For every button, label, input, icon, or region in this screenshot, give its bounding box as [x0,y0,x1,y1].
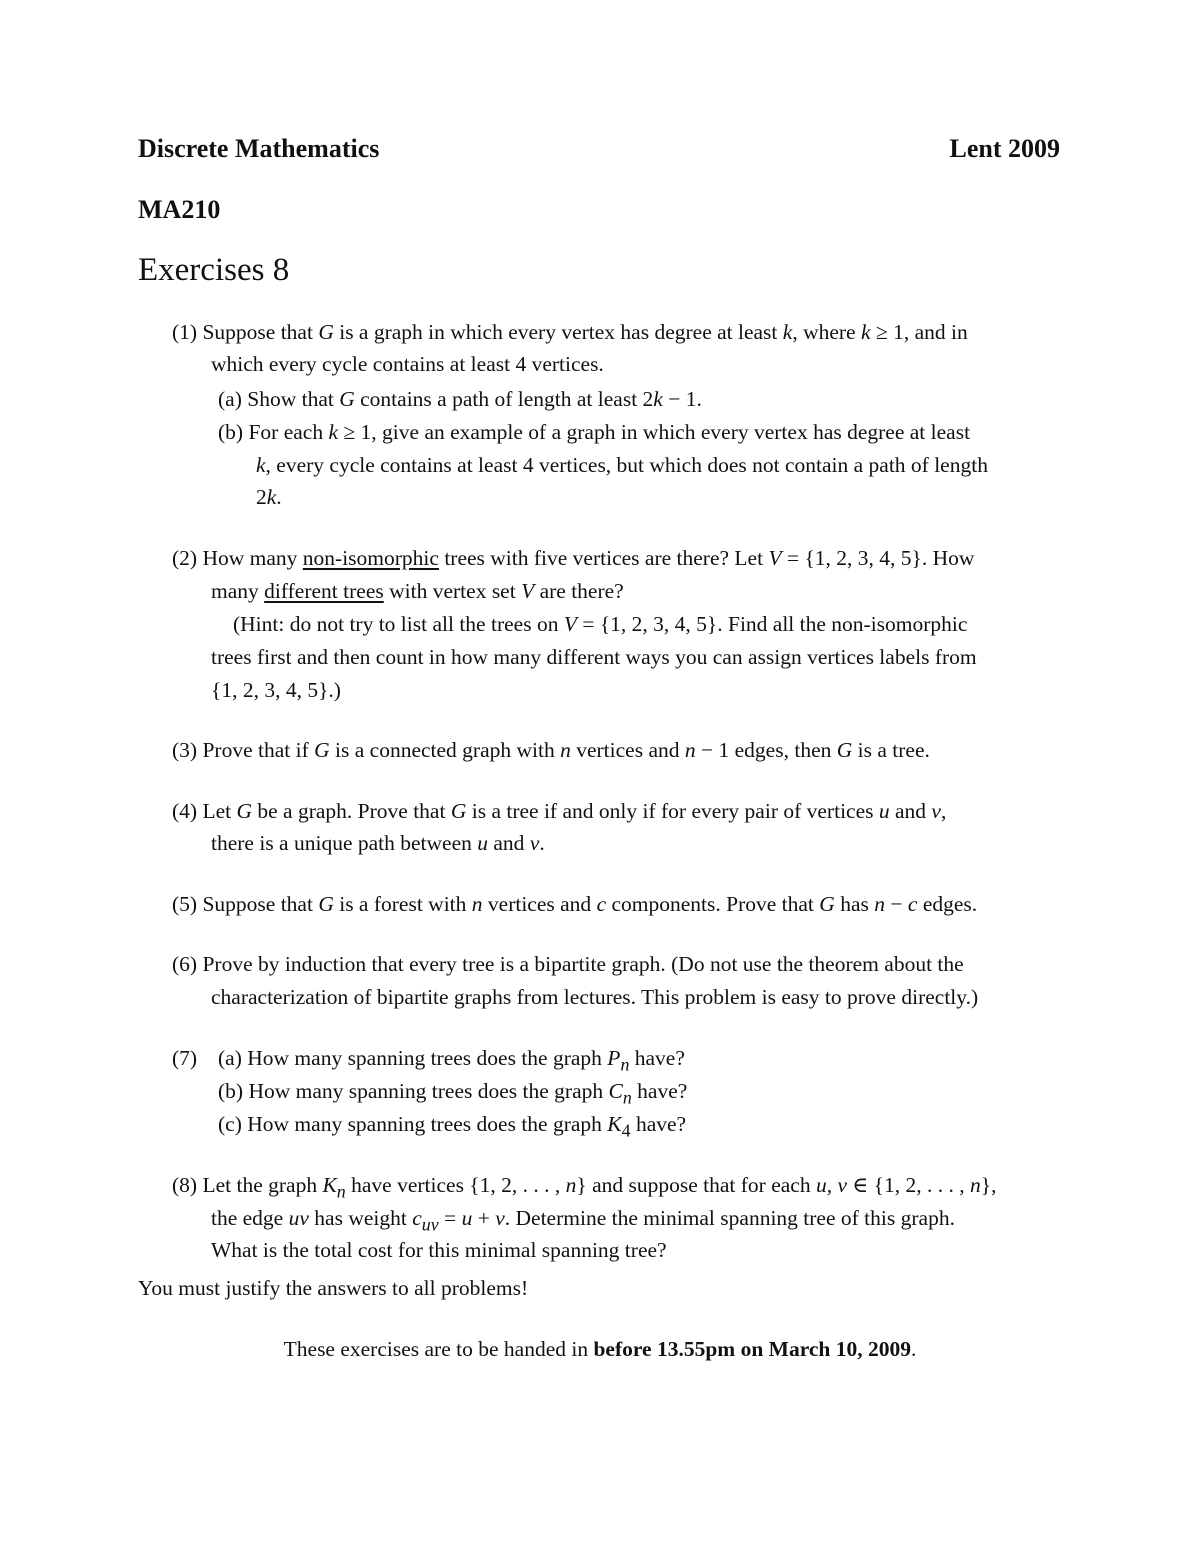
problem-2-hint-3: {1, 2, 3, 4, 5}.) [211,678,341,702]
problem-1: (1) Suppose that G is a graph in which every vertex has degree at least k, where k ≥ 1, and in [172,320,968,344]
problem-1b-line-3: 2k. [256,485,282,509]
problem-4: (4) Let G be a graph. Prove that G is a tree if and only if for every pair of vertices u and v, [172,799,947,823]
problem-7: (7) [172,1046,198,1070]
justify-note: You must justify the answers to all problems! [138,1276,529,1300]
problem-1b-line-2: k, every cycle contains at least 4 vertices, but which does not contain a path of length [256,453,988,477]
problem-2: (2) How many non-isomorphic trees with five vertices are there? Let V = {1, 2, 3, 4, 5}. How [172,546,975,570]
problem-7b: (b) How many spanning trees does the graph $C_n$ have? [218,1079,688,1108]
problem-5: (5) Suppose that G is a forest with n vertices and c components. Prove that G has n − c edges. [172,892,978,916]
problem-8-line-3: What is the total cost for this minimal spanning tree? [211,1238,667,1262]
deadline-note: These exercises are to be handed in before 13.55pm on March 10, 2009. [283,1337,917,1361]
problem-4-line-2: there is a unique path between u and v. [211,831,545,855]
problem-1-line-2: which every cycle contains at least 4 vertices. [211,352,604,376]
problem-8-line-2: the edge uv has weight $c_{uv} = u + v$. Determine the minimal spanning tree of this graph. [211,1206,955,1235]
problem-6: (6) Prove by induction that every tree is a bipartite graph. (Do not use the theorem about the [172,952,964,976]
course-code: MA210 [138,195,221,224]
problem-1b: (b) For each k ≥ 1, give an example of a graph in which every vertex has degree at least [218,420,971,444]
course-title: Discrete Mathematics [138,134,380,163]
problem-6-line-2: characterization of bipartite graphs from lectures. This problem is easy to prove directly.) [211,985,979,1009]
problem-3: (3) Prove that if G is a connected graph with n vertices and n − 1 edges, then G is a tree. [172,738,930,762]
page-title: Exercises 8 [138,252,290,288]
problem-7c: (c) How many spanning trees does the graph $K_4$ have? [218,1112,687,1141]
problem-2-hint-1: (Hint: do not try to list all the trees on V = {1, 2, 3, 4, 5}. Find all the non-isomorphic [233,612,968,636]
problem-7a: (a) How many spanning trees does the graph $P_n$ have? [218,1046,685,1075]
problem-8: (8) Let the graph $K_n$ have vertices {1, 2, . . . , n} and suppose that for each u, v ∈ {1, 2, . . . , n}, [172,1173,997,1202]
problem-2-hint-2: trees first and then count in how many different ways you can assign vertices labels from [211,645,977,669]
problem-2-line-2: many different trees with vertex set V are there? [211,579,624,603]
problem-1a: (a) Show that G contains a path of length at least 2k − 1. [218,387,702,411]
term: Lent 2009 [949,134,1060,163]
